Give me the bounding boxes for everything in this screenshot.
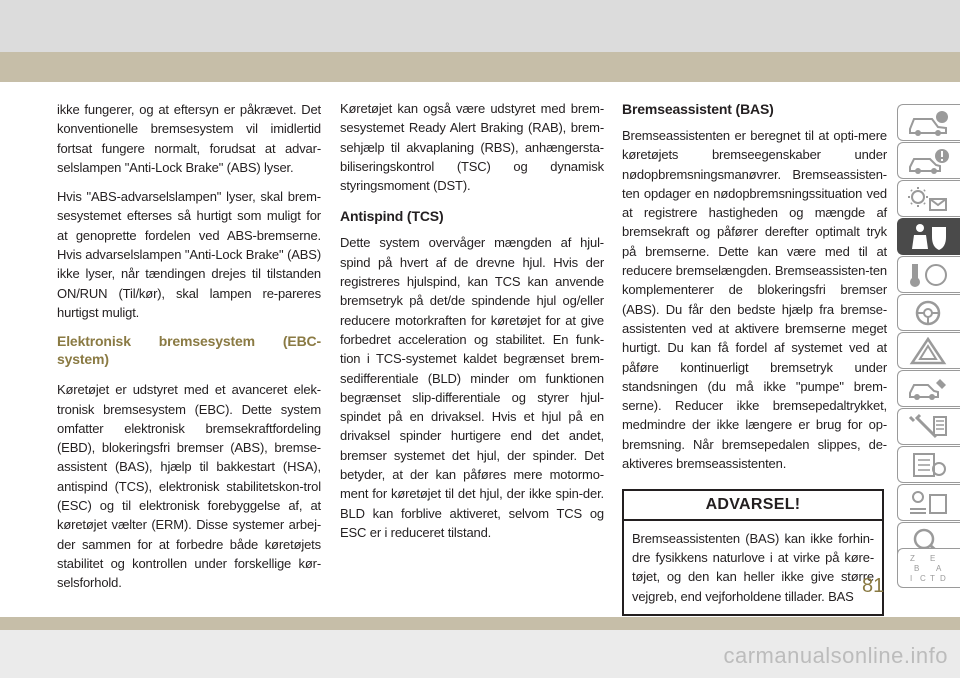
warning-box — [622, 489, 884, 615]
paragraph: Køretøjet er udstyret med et avanceret elek-tronisk bremsesystem (EBC). Dette system omfatter elektronisk bremsekraftfordeling (EBD), blokeringsfri bremser (ABS), bremse-assistent (BAS), hjælp til bakkestart (HSA), antispind (TCS), elektronisk stabilitetskon-trol (ESC) og til elektronisk forebyggelse af, at køretøjet vælter (ERM). Disse systemer arbej-der sammen for at forbedre både køretøjets stabilitet og kontrollen under forskellige kør-selsforhold. — [57, 382, 321, 591]
wrench-maintenance-icon — [906, 413, 950, 441]
index-letter: D — [940, 574, 946, 583]
side-tab-alphabet-index[interactable] — [897, 548, 960, 588]
column-3 — [622, 100, 887, 616]
side-tab-media[interactable] — [897, 484, 960, 521]
header-band — [0, 0, 960, 52]
index-letter: C — [920, 574, 926, 583]
index-letter: E — [930, 554, 936, 563]
side-tab-hazard[interactable] — [897, 332, 960, 369]
hazard-warning-icon — [906, 337, 950, 365]
side-tab-seat-safety[interactable] — [897, 218, 960, 255]
index-letter: Z — [910, 554, 915, 563]
column-2 — [340, 99, 604, 552]
warning-title: ADVARSEL! — [624, 491, 882, 520]
index-letter: A — [936, 564, 942, 573]
watermark — [0, 643, 960, 669]
footer-accent-band — [0, 617, 960, 630]
alphabet-index-icon — [906, 553, 950, 585]
side-tab-car-info[interactable] — [897, 104, 960, 141]
side-tab-maintenance[interactable] — [897, 408, 960, 445]
side-tab-car-alert[interactable] — [897, 142, 960, 179]
warning-text: Bremseassistenten (BAS) kan ikke forhin-dre fysikkens naturlove i at virke på køre-tøjet, og den kan heller ikke give større vejgreb, end vejforholdene tillader. BAS — [632, 530, 874, 604]
specifications-icon — [906, 451, 950, 479]
index-letter: I — [910, 574, 913, 583]
index-letter: T — [930, 574, 935, 583]
seat-safety-icon — [906, 223, 950, 251]
side-tab-specifications[interactable] — [897, 446, 960, 483]
watermark-text: carmanualsonline.info — [723, 643, 948, 668]
subsection-heading: Antispind (TCS) — [340, 208, 444, 225]
side-tab-key-start[interactable] — [897, 256, 960, 293]
steering-wheel-icon — [906, 299, 950, 327]
paragraph: Dette system overvåger mængden af hjul-spind på hvert af de drevne hjul. Hvis der registreres hjulspind, kan TCS kan anvende bremsetryk på det/de spindende hjul og/eller reducere motorkraften for køretøjet for at give forbedret acceleration og stabilitet. En funk-tion i TCS-systemet kaldet begrænset brem-sedifferentiale (BLD) minder om funktionen begrænset slip-differentiale og styrer hjul-spindet på en drivaksel. Hvis et hjul på en drivaksel spinder hurtigere end det andet, bremser systemet det hjul, der spinder. Det betyder, at der kan påføres mere motormo-ment for køretøjet til det hjul, der ikke spin-der. BLD kan forblive aktiveret, selvom TCS og ESC er i reduceret tilstand. — [340, 235, 604, 540]
section-heading: Elektronisk bremsesystem (EBC-system) — [57, 333, 321, 368]
side-tab-steering[interactable] — [897, 294, 960, 331]
column-1 — [57, 100, 321, 603]
paragraph: ikke fungerer, og at eftersyn er påkrævet. Det konventionelle bremsesystem vil imidlertid fortsat fungere normalt, forudsat at advar-selslampen "Anti-Lock Brake" (ABS) lyser. — [57, 102, 321, 175]
paragraph: Hvis "ABS-advarselslampen" lyser, skal brem-sesystemet efterses så hurtigt som muligt for at genoprette fordelen ved ABS-bremserne. Hvis advarselslampen "Anti-Lock Brake" (ABS) ikke lyser, når tændingen drejes til tilstanden ON/RUN (Til/kør), skal lampen re-pareres hurtigst muligt. — [57, 189, 321, 320]
paragraph: Køretøjet kan også være udstyret med brem-sesystemet Ready Alert Braking (RAB), brem-sehjælp til akvaplaning (RBS), anhængersta-biliseringskontrol (TSC) og dynamisk styringsmoment (DST). — [340, 101, 604, 194]
header-accent-band — [0, 52, 960, 82]
side-tab-car-service[interactable] — [897, 370, 960, 407]
car-info-icon — [906, 109, 950, 137]
media-icon — [906, 489, 950, 517]
key-start-icon — [906, 261, 950, 289]
lights-message-icon — [906, 185, 950, 213]
subsection-heading: Bremseassistent (BAS) — [622, 101, 774, 117]
car-alert-icon — [906, 147, 950, 175]
side-tab-lights-message[interactable] — [897, 180, 960, 217]
paragraph: Bremseassistenten er beregnet til at opti-mere køretøjets bremseegenskaber under nødopbremsningsmanøvrer. Bremseassisten-ten opdager en nødopbremsningssituation ved at registrere hastigheden og mængde af bremsekraft og påfører derefter optimalt tryk på bremserne. Dette kan være med til at reducere bremselængden. Bremseassisten-ten komplementerer de blokeringsfri bremser (ABS). Du får den bedste hjælp fra bremse-assistenten ved at aktivere bremserne meget hurtigt. Du kan få fordel af systemet ved at påføre kontinuerligt bremsetryk under standsningen (du må ikke "pumpe" brem-serne). Reducer ikke bremsepedaltrykket, medmindre der ikke længere er brug for op-bremsning. Når bremsepedalen slippes, de-aktiveres bremseassistenten. — [622, 128, 887, 472]
page-number: 81 — [862, 575, 885, 597]
index-letter: B — [914, 564, 920, 573]
car-service-icon — [906, 375, 950, 403]
